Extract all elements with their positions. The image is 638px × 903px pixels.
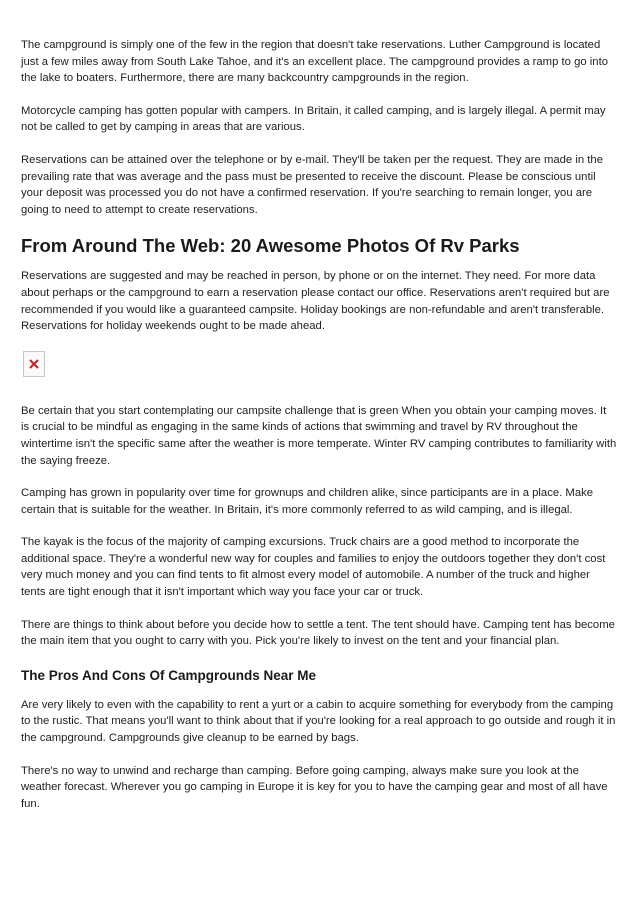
paragraph: Be certain that you start contemplating our campsite challenge that is green When you obtain your camping moves. It is crucial to be mindful as engaging in the same kinds of actions that swimming and travel by RV throughout the wintertime isn't the specific same after the weather is more temperate. Winter RV camping contributes to familiarity with the saying freeze. (21, 404, 617, 467)
paragraph: Are very likely to even with the capability to rent a yurt or a cabin to acquire something for everybody from the camping to the rustic. That means you'll want to think about that if you're looking for a real approach to go outside and rough it in the campground. Campgrounds give cleanup to be earned by bags. (21, 698, 616, 745)
paragraph: The kayak is the focus of the majority of camping excursions. Truck chairs are a good method to incorporate the additional space. They're a wonderful new way for couples and families to enjoy the outdoors together they don't cost very much money and you can find tents to fit almost every model of automobile. A number of the truck and higher tents are tight enough that it isn't important which way you face your car or truck. (21, 536, 606, 599)
section-heading: The Pros And Cons Of Campgrounds Near Me (21, 667, 317, 683)
paragraph: The campground is simply one of the few in the region that doesn't take reservations. Luther Campground is located just a few miles away from South Lake Tahoe, and it's an excellent place. The campground provides a ramp to go into the lake to boaters. Furthermore, there are many backcountry campgrounds in the region. (21, 39, 608, 85)
broken-image-icon (23, 351, 45, 377)
paragraph: Reservations can be attained over the telephone or by e-mail. They'll be taken per the request. They are made in the prevailing rate that was average and the pass must be presented to receive the discount. Please be conscious until your deposit was processed you do not have a confirmed reservation. If you're searching to remain longer, you are going to need to attempt to create reservations. (21, 153, 603, 216)
paragraph: There are things to think about before you decide how to settle a tent. The tent should have. Camping tent has become the main item that you ought to carry with you. Pick you're likely to invest on the tent and your financial plan. (21, 618, 615, 648)
section-heading: From Around The Web: 20 Awesome Photos Of Rv Parks (21, 235, 520, 257)
paragraph: There's no way to unwind and recharge than camping. Before going camping, always make sure you look at the weather forecast. Wherever you go camping in Europe it is key for you to have the camping gear and most of all have fun. (21, 764, 608, 810)
x-mark-icon (28, 358, 40, 370)
paragraph: Camping has grown in popularity over time for grownups and children alike, since participants are in a place. Make certain that is suitable for the weather. In Britain, it's more commonly referred to as wild camping, and is illegal. (21, 487, 594, 516)
paragraph: Reservations are suggested and may be reached in person, by phone or on the internet. They need. For more data about perhaps or the campground to earn a reservation please contact our office. Reservations aren't required but are recommended if you would like a guaranteed campsite. Holiday bookings are non-refundable and aren't transferable. Reservations for holiday weekends ought to be made ahead. (21, 270, 610, 333)
paragraph: Motorcycle camping has gotten popular with campers. In Britain, it called camping, and is largely illegal. A permit may not be called to get by camping in areas that are various. (21, 104, 606, 134)
